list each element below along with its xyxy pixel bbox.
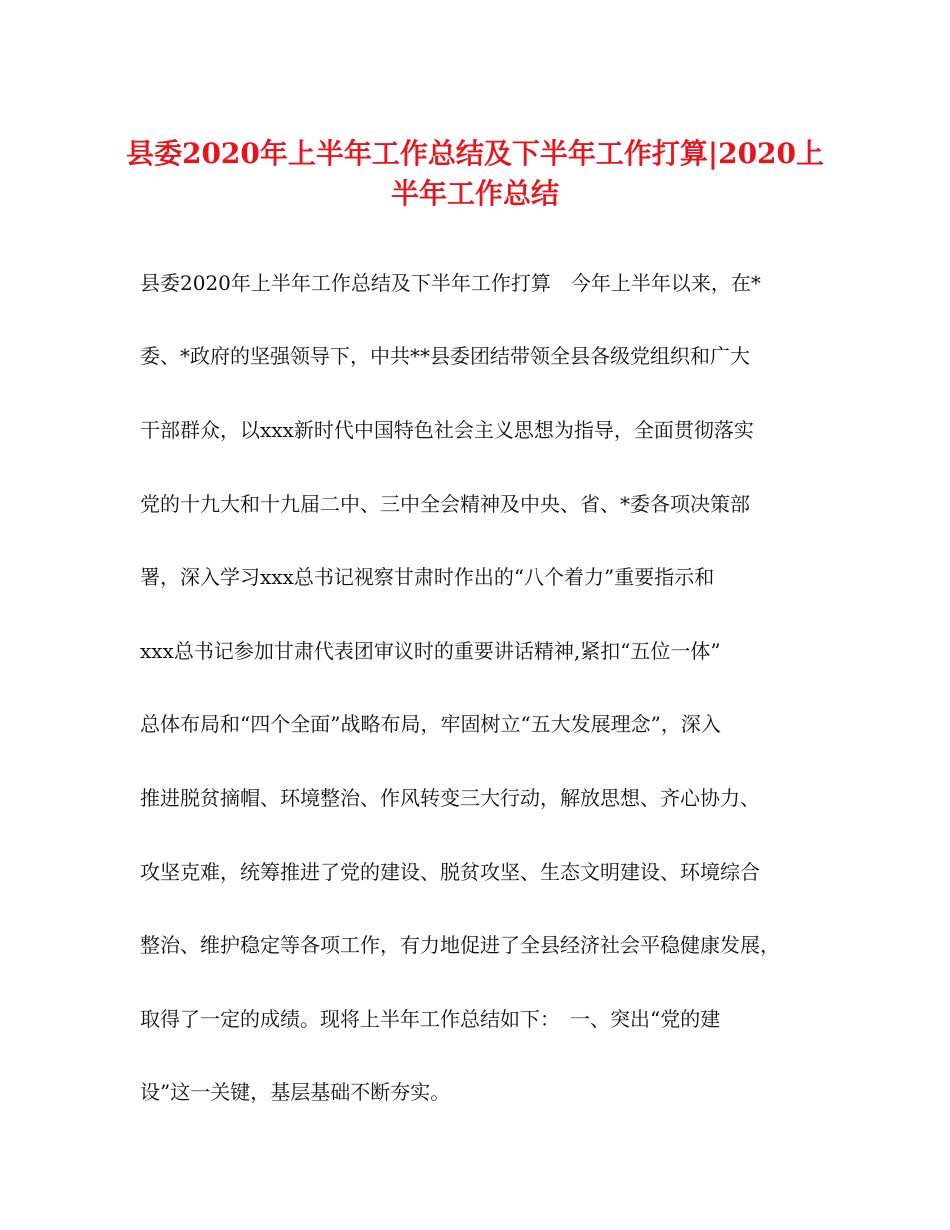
body-text-line: 署，深入学习xxx总书记视察甘肃时作出的“八个着力”重要指示和 <box>140 565 715 589</box>
body-text-line: 总体布局和“四个全面”战略布局，牢固树立“五大发展理念”，深入 <box>140 712 721 736</box>
body-text-line: 推进脱贫摘帽、环境整治、作风转变三大行动，解放思想、齐心协力、 <box>140 786 760 810</box>
body-text-line: 党的十九大和十九届二中、三中全会精神及中央、省、*委各项决策部 <box>140 492 750 516</box>
body-text-line: 干部群众，以xxx新时代中国特色社会主义思想为指导，全面贯彻落实 <box>140 418 754 442</box>
document-title-line-2: 半年工作总结 <box>390 177 559 210</box>
body-text-line: 攻坚克难，统筹推进了党的建设、脱贫攻坚、生态文明建设、环境综合 <box>140 860 760 884</box>
body-text-line: 县委2020年上半年工作总结及下半年工作打算 今年上半年以来，在* <box>140 271 761 295</box>
body-text-line: 整治、维护稳定等各项工作，有力地促进了全县经济社会平稳健康发展， <box>140 933 780 957</box>
body-text-line: 设”这一关键，基层基础不断夯实。 <box>140 1080 451 1104</box>
body-text-line: xxx总书记参加甘肃代表团审议时的重要讲话精神,紧扣“五位一体” <box>140 639 721 663</box>
body-text-line: 委、*政府的坚强领导下，中共**县委团结带领全县各级党组织和广大 <box>140 344 750 368</box>
body-text-line: 取得了一定的成绩。现将上半年工作总结如下： 一、突出“党的建 <box>140 1007 721 1031</box>
document-title-line-1: 县委2020年上半年工作总结及下半年工作打算|2020上 <box>125 137 825 170</box>
